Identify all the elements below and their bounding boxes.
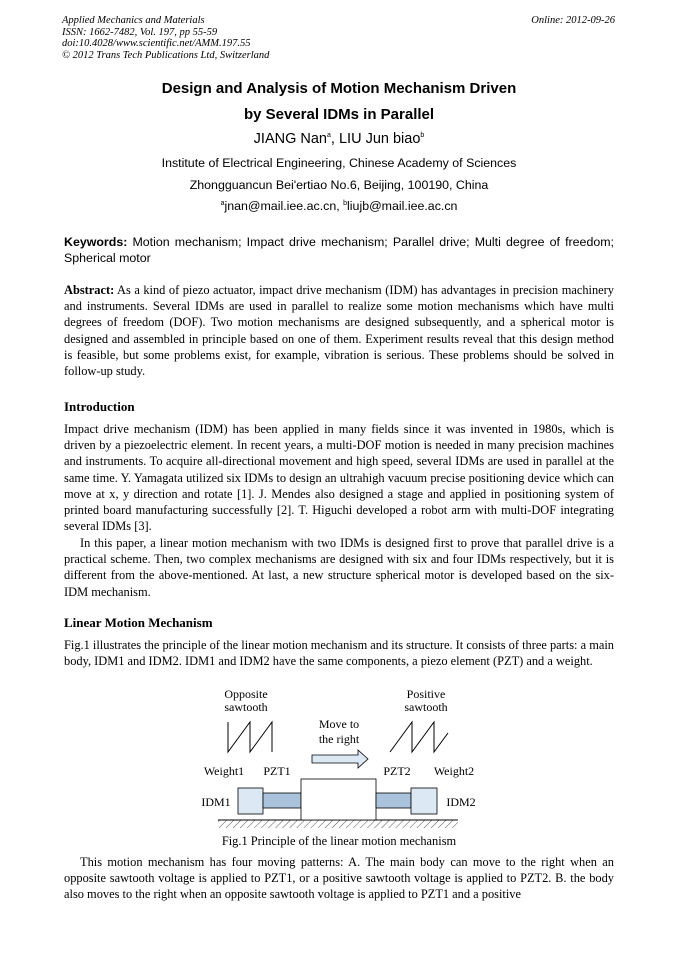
figure-1-caption: Fig.1 Principle of the linear motion mechanism <box>221 834 457 848</box>
abstract-label: Abstract: <box>64 283 115 297</box>
move-label-line-1: Move to <box>318 717 360 731</box>
pzt-2-element <box>376 793 411 808</box>
pzt2-label: PZT2 <box>383 764 411 778</box>
main-body-block <box>301 779 376 820</box>
positive-label-line-1: Positive <box>406 687 446 701</box>
positive-sawtooth-icon <box>390 722 448 752</box>
idm1-label: IDM1 <box>201 795 231 809</box>
weight-1-block <box>238 788 263 814</box>
affiliation-address: Zhongguancun Bei'ertiao No.6, Beijing, 100190, China <box>189 178 489 192</box>
pzt-1-element <box>263 793 301 808</box>
positive-label-line-2: sawtooth <box>404 700 448 714</box>
email-2: liujb@mail.iee.ac.cn <box>347 199 458 213</box>
email-1-marker: a <box>220 199 225 207</box>
affiliation-institute: Institute of Electrical Engineering, Chinese Academy of Sciences <box>161 156 517 170</box>
paper-title-line-1: Design and Analysis of Motion Mechanism Driven <box>161 80 517 97</box>
linear-paragraph-1: Fig.1 illustrates the principle of the linear motion mechanism and its structure. It consists of three parts: a main body, IDM1 and IDM2. IDM1 and IDM2 have the same components, a piezo element (PZT) and a weight. <box>64 638 614 669</box>
opposite-sawtooth-icon <box>228 722 272 752</box>
pzt1-label: PZT1 <box>263 764 291 778</box>
journal-name: Applied Mechanics and Materials <box>62 15 205 26</box>
keywords-label: Keywords: <box>64 235 128 249</box>
doi-line: doi:10.4028/www.scientific.net/AMM.197.55 <box>62 38 251 49</box>
idm2-label: IDM2 <box>446 795 476 809</box>
ground-hatching <box>218 820 458 828</box>
opposite-label-line-1: Opposite <box>224 687 268 701</box>
weight2-label: Weight2 <box>433 764 475 778</box>
weight1-label: Weight1 <box>203 764 245 778</box>
author-separator: , <box>330 131 339 147</box>
introduction-paragraph-1: Impact drive mechanism (IDM) has been applied in many fields since it was invented in 1980s, which is driven by a piezoelectric element. In recent years, a multi-DOF motion is needed in many precision machines and instruments. To acquire all-directional movement and high speed, several IDMs are used in parallel at the same time. Y. Yamagata utilized six IDMs to design an ultrahigh vacuum precise positioning device which can move at x, y direction and rotate [1]. J. Mendes also designed a stage and applied in positioning system of printed board manufacturing successfully [2]. T. Higuchi developed a robot arm with multi-DOF integrating several IDMs [3]. <box>64 422 614 534</box>
section-heading-introduction: Introduction <box>64 399 135 414</box>
copyright-line: © 2012 Trans Tech Publications Ltd, Switzerland <box>62 49 270 61</box>
author-1-marker: a <box>327 132 331 140</box>
email-2-marker: b <box>343 199 348 207</box>
author-1: JIANG Nan <box>253 131 328 147</box>
online-date: Online: 2012-09-26 <box>531 15 615 26</box>
section-heading-linear-motion: Linear Motion Mechanism <box>64 615 213 630</box>
move-right-arrow-icon <box>312 750 368 768</box>
opposite-label-line-2: sawtooth <box>224 700 268 714</box>
issn-line: ISSN: 1662-7482, Vol. 197, pp 55-59 <box>62 26 218 38</box>
keywords-text: Motion mechanism; Impact drive mechanism; Parallel drive; Multi degree of freedom; Spherical motor <box>64 235 614 265</box>
email-1: jnan@mail.iee.ac.cn, <box>224 199 344 213</box>
paper-title-line-2: by Several IDMs in Parallel <box>243 106 435 123</box>
linear-paragraph-2: This motion mechanism has four moving patterns: A. The main body can move to the right when an opposite sawtooth voltage is applied to PZT1, or a positive sawtooth voltage is applied to PZT2. B. the body also moves to the right when an opposite sawtooth voltage is applied to PZT1 and a positive <box>64 855 614 902</box>
introduction-paragraph-2: In this paper, a linear motion mechanism with two IDMs is designed first to prove that parallel drive is a practical scheme. Then, two complex mechanisms are designed with six and four IDMs respectively, but it is different from the above-mentioned. At last, a new structure spherical motor is developed based on the six-IDM mechanism. <box>64 536 614 599</box>
author-2-marker: b <box>420 132 425 140</box>
weight-2-block <box>411 788 437 814</box>
move-label-line-2: the right <box>318 732 360 746</box>
abstract-text: As a kind of piezo actuator, impact drive mechanism (IDM) has advantages in precision machinery and instruments. Several IDMs are used in parallel to realize some motion mechanisms which have multi degrees of freedom (DOF). Two motion mechanisms are designed subsequently, and a spherical motor is designed and assembled in principle based on one of them. Experiment results reveal that this design method is feasible, but some problems exist, for example, vibration is serious. These problems should be solved in follow-up study. <box>64 283 614 379</box>
author-2: LIU Jun biao <box>338 131 421 147</box>
